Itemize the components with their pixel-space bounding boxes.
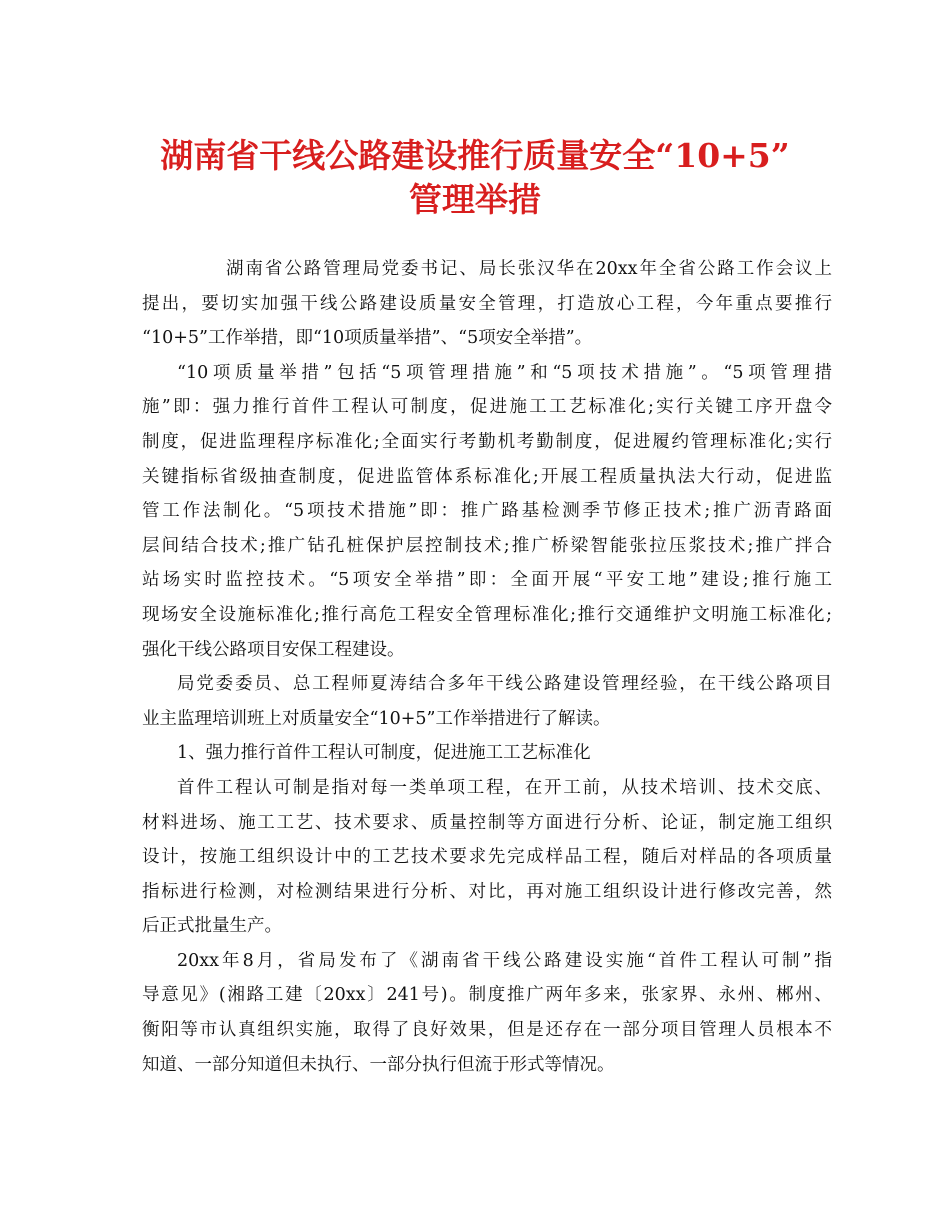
text-line: 业主监理培训班上对质量安全“10+5”工作举措进行了解读。 [142, 708, 611, 729]
text-line: 现场安全设施标准化;推行高危工程安全管理标准化;推行交通维护文明施工标准化; [142, 604, 832, 625]
text-line: 指标进行检测，对检测结果进行分析、对比，再对施工组织设计进行修改完善，然 [142, 881, 832, 902]
text-line: 层间结合技术;推广钻孔桩保护层控制技术;推广桥梁智能张拉压浆技术;推广拌合 [142, 535, 832, 556]
text-line: 提出，要切实加强干线公路建设质量安全管理，打造放心工程，今年重点要推行 [142, 293, 832, 314]
text-line: 管工作法制化。“5项技术措施”即：推广路基检测季节修正技术;推广沥青路面 [142, 501, 832, 522]
text-line: 设计，按施工组织设计中的工艺技术要求先完成样品工程，随后对样品的各项质量 [142, 847, 832, 868]
text-line: 首件工程认可制是指对每一类单项工程，在开工前，从技术培训、技术交底、 [177, 777, 832, 798]
text-line: 导意见》(湘路工建〔20xx〕241号)。制度推广两年多来，张家界、永州、郴州、 [142, 985, 832, 1006]
document-title-line-2: 管理举措 [409, 180, 541, 219]
text-line: 衡阳等市认真组织实施，取得了良好效果，但是还存在一部分项目管理人员根本不 [142, 1020, 832, 1041]
text-line: 1、强力推行首件工程认可制度，促进施工工艺标准化 [177, 743, 591, 764]
text-line: 后正式批量生产。 [142, 916, 282, 937]
text-line: 制度，促进监理程序标准化;全面实行考勤机考勤制度，促进履约管理标准化;实行 [142, 431, 832, 452]
text-line: 站场实时监控技术。“5项安全举措”即：全面开展“平安工地”建设;推行施工 [142, 570, 832, 591]
text-line: 材料进场、施工工艺、技术要求、质量控制等方面进行分析、论证，制定施工组织 [142, 812, 832, 833]
text-line: “10+5”工作举措，即“10项质量举措”、“5项安全举措”。 [142, 328, 593, 349]
text-line: 关键指标省级抽查制度，促进监管体系标准化;开展工程质量执法大行动，促进监 [142, 466, 832, 487]
text-line: 20xx年8月，省局发布了《湖南省干线公路建设实施“首件工程认可制”指 [177, 950, 832, 971]
text-line: “10项质量举措”包括“5项管理措施”和“5项技术措施”。“5项管理措 [177, 362, 832, 383]
text-line: 湖南省公路管理局党委书记、局长张汉华在20xx年全省公路工作会议上 [226, 259, 832, 279]
document-title-line-1: 湖南省干线公路建设推行质量安全“10+5” [160, 136, 790, 175]
text-line: 施”即：强力推行首件工程认可制度，促进施工工艺标准化;实行关键工序开盘令 [142, 397, 832, 418]
text-line: 知道、一部分知道但未执行、一部分执行但流于形式等情况。 [142, 1054, 615, 1075]
document-body [142, 252, 832, 1082]
text-line: 强化干线公路项目安保工程建设。 [142, 639, 405, 660]
text-line: 局党委委员、总工程师夏涛结合多年干线公路建设管理经验，在干线公路项目 [177, 674, 832, 695]
